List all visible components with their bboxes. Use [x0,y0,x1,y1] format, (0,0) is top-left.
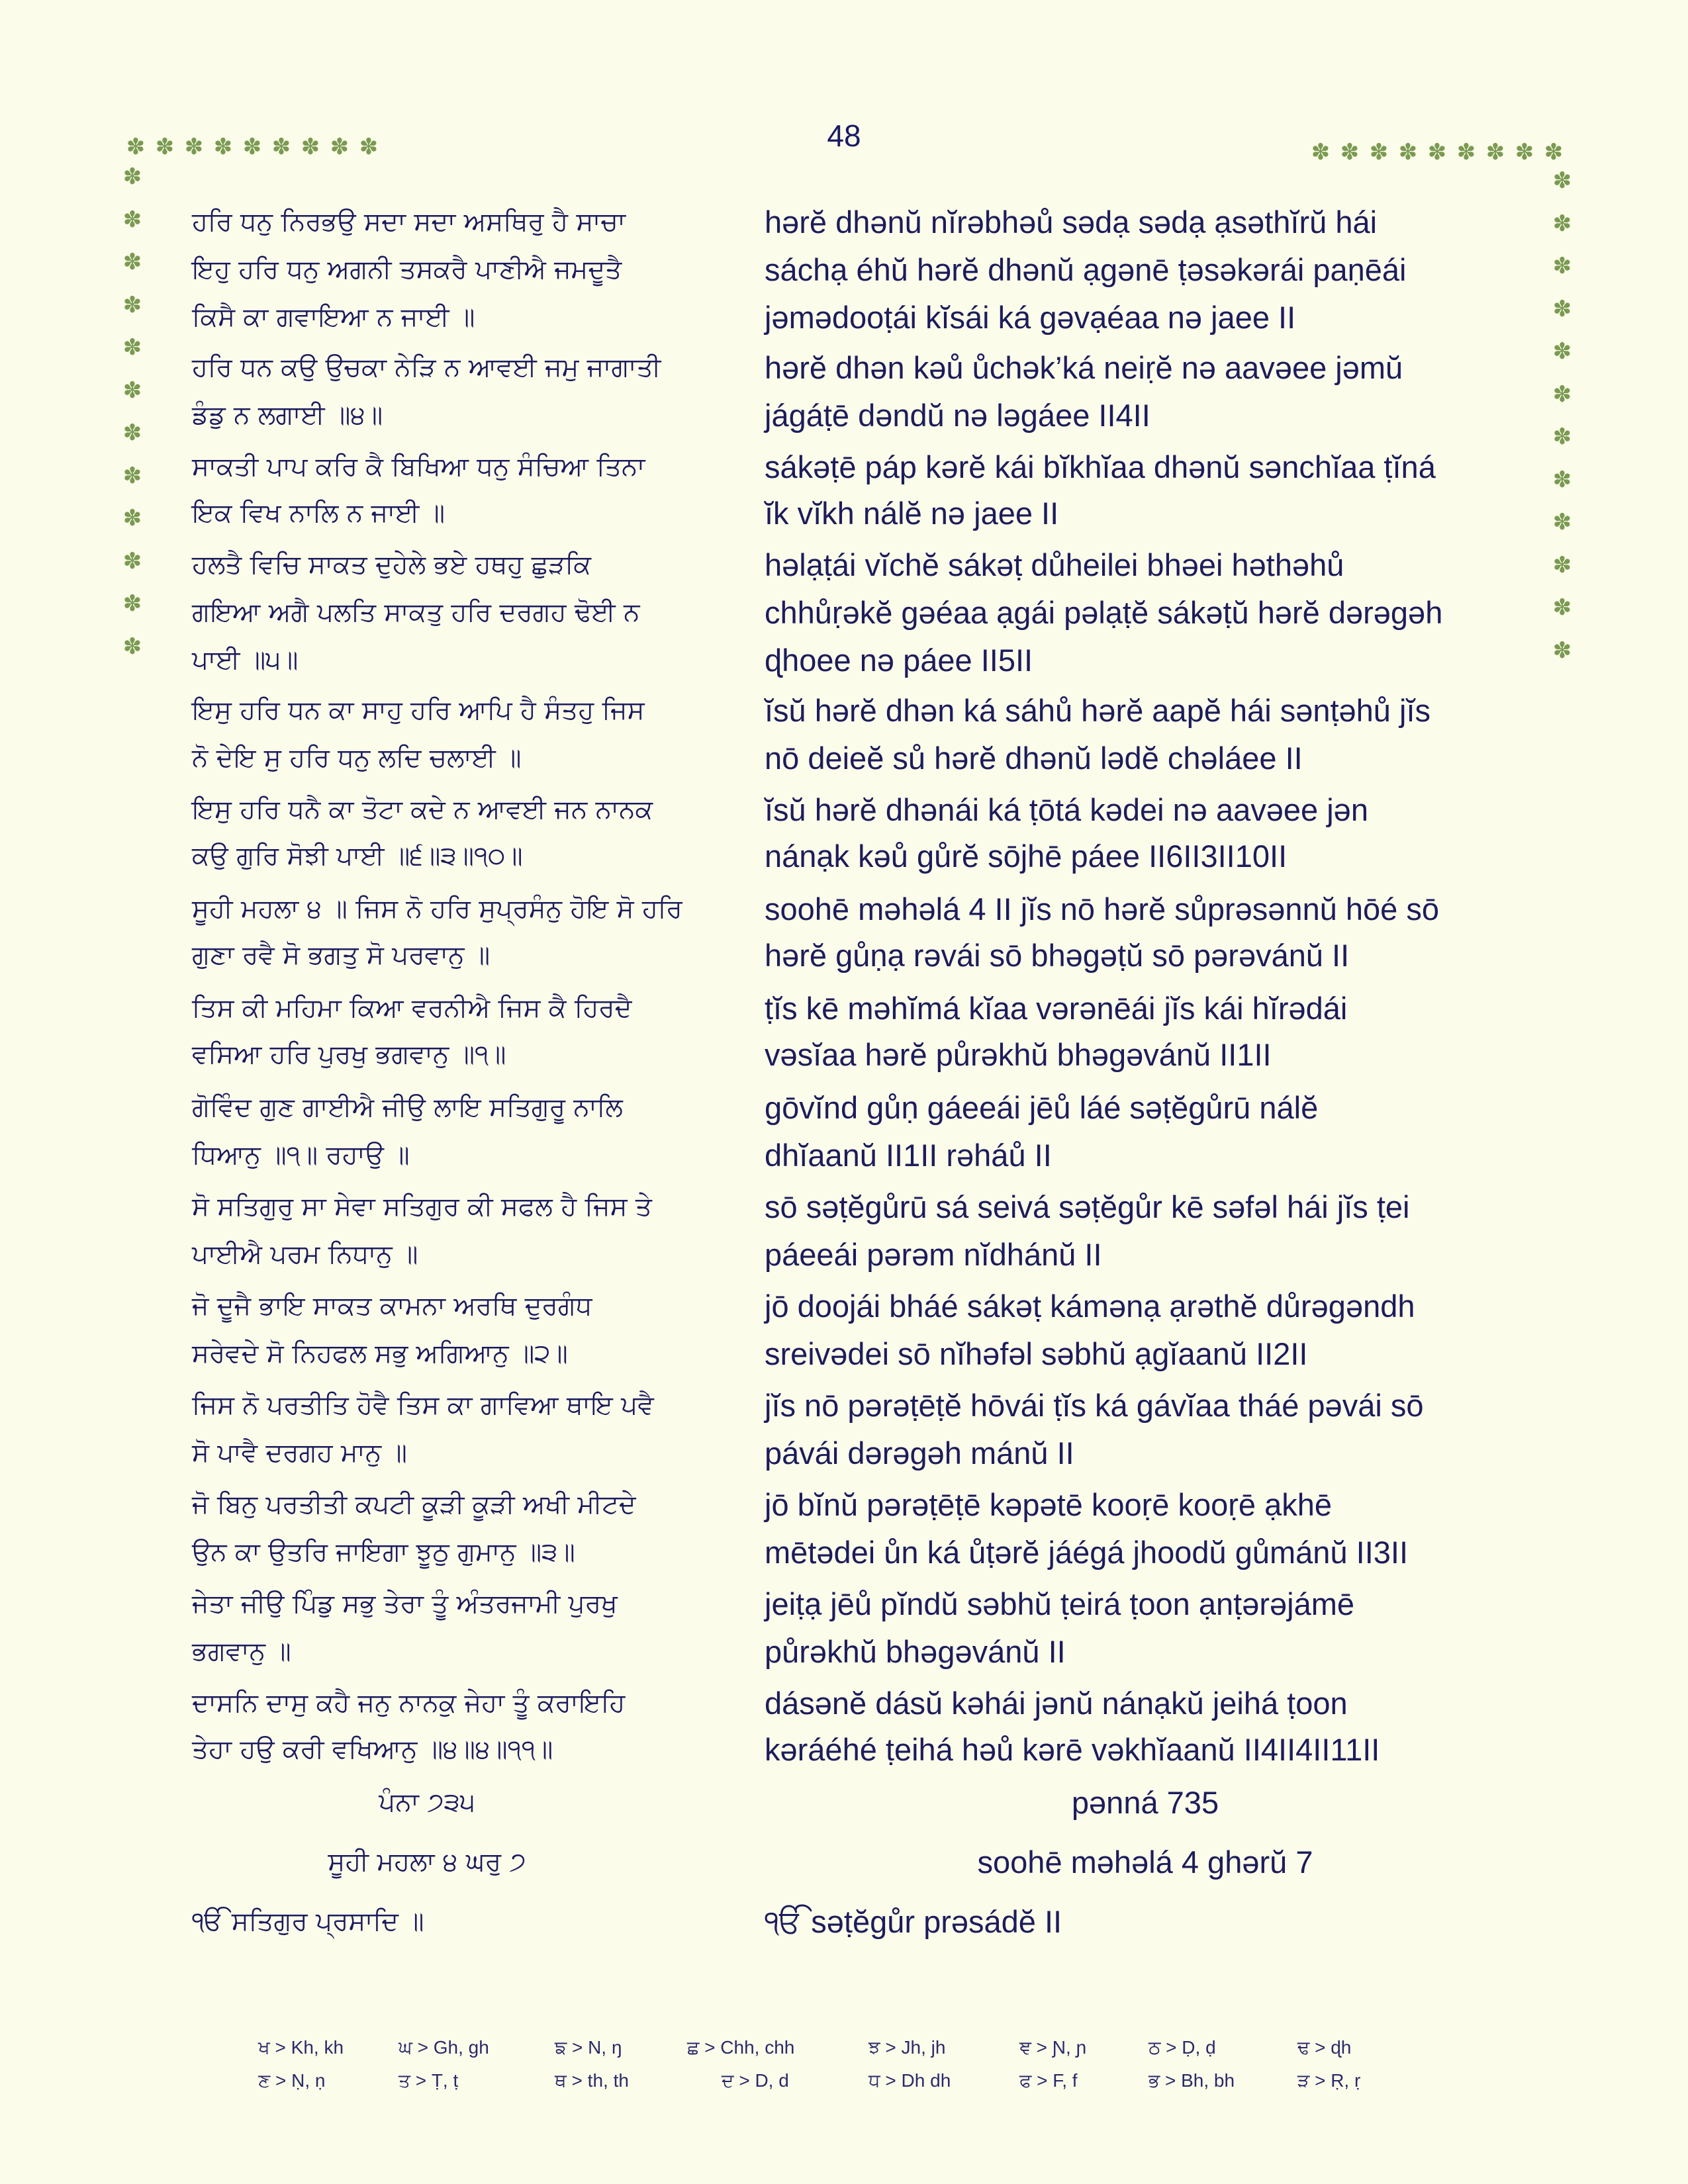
verse-line [0,1381,1688,1431]
gurmukhi-line: ਸੂਹੀ ਮਹਲਾ ੪ ॥ ਜਿਸ ਨੋ ਹਰਿ ਸੁਪ੍ਰਸੰਨੁ ਹੋਇ ਸੋ ਹਰਿ [192,894,682,924]
gurmukhi-line: ਇਸੁ ਹਰਿ ਧਨੈ ਕਾ ਤੋਟਾ ਕਦੇ ਨ ਆਵਈ ਜਨ ਨਾਨਕ [192,795,653,825]
flower-icon: ✽ [122,163,142,190]
transliteration-line: hərĕ gůṇạ rəvái sō bhəgəṭŭ sō pərəvánŭ II [765,938,1350,973]
gurmukhi-line: ਸਰੇਵਦੇ ਸੋ ਨਿਹਫਲ ਸਭੁ ਅਗਿਆਨੁ ॥੨॥ [192,1339,568,1369]
transliteration-line: sreivədei sō nĭhəfəl səbhŭ ạgĭaanŭ II2II [765,1336,1308,1371]
legend-item: ਠ > Ḍ, ḍ [1149,2037,1216,2058]
gurmukhi-line: ਹਰਿ ਧਨ ਕਉ ਉਚਕਾ ਨੇੜਿ ਨ ਆਵਈ ਜਮੁ ਜਾਗਾਤੀ [192,353,661,383]
verse-line [0,635,1688,686]
flower-icon: ✽ [184,134,204,160]
verse-line [0,540,1688,590]
verse-line [0,442,1688,492]
transliteration-line: půrəkhŭ bhəgəvánŭ II [765,1634,1066,1669]
gurmukhi-line: ਡੰਡੁ ਨ ਲਗਾਈ ॥੪॥ [192,400,383,430]
gurmukhi-line: ਜੇਤਾ ਜੀਉ ਪਿੰਡੁ ਸਭੁ ਤੇਰਾ ਤੂੰ ਅੰਤਰਜਾਮੀ ਪੁਰਖੁ [192,1589,618,1619]
page-number: 48 [827,118,861,153]
gurmukhi-line: ਸਾਕਤੀ ਪਾਪ ਕਰਿ ਕੈ ਬਿਖਿਆ ਧਨੁ ਸੰਚਿਆ ਤਿਨਾ [192,452,645,482]
gurmukhi-line: ਉਨ ਕਾ ਉਤਰਿ ਜਾਇਗਾ ਝੂਠੁ ਗੁਮਾਨੁ ॥੩॥ [192,1537,575,1567]
gurmukhi-line: ਕਉ ਗੁਰਿ ਸੋਝੀ ਪਾਈ ॥੬॥੩॥੧੦॥ [192,841,523,871]
flower-icon: ✽ [122,420,142,446]
legend-item: ਦ > D, d [722,2070,789,2091]
verse-line [0,390,1688,441]
legend-item: ਘ > Gh, gh [399,2037,489,2058]
flower-icon: ✽ [1552,551,1572,578]
legend-item: ਖ > Kh, kh [258,2037,344,2058]
transliteration-line: pávái dərəgəh mánŭ II [765,1435,1074,1471]
transliteration-line: vəsĭaa hərĕ půrəkhŭ bhəgəvánŭ II1II [765,1037,1272,1072]
transliteration-line: jágáṭē dəndŭ nə ləgáee II4II [765,398,1150,433]
gurmukhi-line: ਇਸੁ ਹਰਿ ਧਨ ਕਾ ਸਾਹੁ ਹਰਿ ਆਪਿ ਹੈ ਸੰਤਹੁ ਜਿਸ [192,696,645,725]
gurmukhi-line: ਸੋ ਪਾਵੈ ਦਰਗਹ ਮਾਨੁ ॥ [192,1438,407,1468]
transliteration-heading: soohē məhəlá 4 ghərŭ 7 [977,1844,1313,1880]
verse-line [0,1480,1688,1530]
verse-line [0,983,1688,1034]
gurmukhi-line: ਪਾਈ ॥੫॥ [192,645,299,675]
legend-item: ਝ > Jh, jh [868,2037,946,2058]
flower-icon: ✽ [1340,139,1360,165]
verse-line [0,931,1688,981]
flower-icon: ✽ [1552,637,1572,664]
legend-item: ਧ > Dh dh [868,2070,951,2091]
flower-icon: ✽ [1552,295,1572,322]
flower-icon: ✽ [122,206,142,233]
flower-icon: ✽ [122,462,142,489]
legend-item: ੜ > Ṛ, ṛ [1297,2070,1361,2091]
verse-line [0,831,1688,882]
gurmukhi-line: ਦਾਸਨਿ ਦਾਸੁ ਕਹੈ ਜਨੁ ਨਾਨਕੁ ਜੇਹਾ ਤੂੰ ਕਰਾਇਹਿ [192,1688,626,1718]
transliteration-line: nánạk kəů gůrĕ sōjhē páee II6II3II10II [765,839,1288,874]
transliteration-line: ɖhoee nə páee II5II [765,643,1033,678]
verse-line [0,588,1688,638]
transliteration-line: jeiṭạ jēů pĭndŭ səbhŭ ṭeirá ṭoon ạnṭərəjámē [765,1586,1355,1621]
flower-icon: ✽ [330,134,350,160]
transliteration-line: həlạṭái vĭchĕ sákəṭ důheilei bhəei həthəhů [765,547,1344,582]
verse-line [0,1428,1688,1479]
flower-icon: ✽ [1544,139,1564,165]
transliteration-line: ĭsŭ hərĕ dhənái ká ṭōtá kədei nə aavəee jən [765,792,1368,827]
transliteration-line: soohē məhəlá 4 II jĭs nō hərĕ sůprəsənnŭ hōé sō [765,891,1440,927]
flower-icon: ✽ [1552,381,1572,408]
legend-item: ਫ > F, f [1019,2070,1078,2091]
flower-icon: ✽ [1552,338,1572,365]
verse-line [0,488,1688,539]
transliteration-line: jō bĭnŭ pərəṭēṭē kəpətē kooṛē kooṛē ạkhē [765,1487,1333,1522]
verse-line [0,1579,1688,1629]
gurmukhi-line: ਵਸਿਆ ਹਰਿ ਪੁਰਖੁ ਭਗਵਾਨੁ ॥੧॥ [192,1040,506,1069]
gurmukhi-line: ਧਿਆਨੁ ॥੧॥ ਰਹਾਉ ॥ [192,1140,410,1170]
verse-line [0,1230,1688,1280]
flower-icon: ✽ [122,291,142,318]
legend-item: ਥ > th, th [555,2070,629,2091]
flower-icon: ✽ [1311,139,1331,165]
gurmukhi-line: ਤਿਸ ਕੀ ਮਹਿਮਾ ਕਿਆ ਵਰਨੀਐ ਜਿਸ ਕੈ ਹਿਰਦੈ [192,993,632,1023]
verse-line [0,884,1688,934]
gurmukhi-line: ਕਿਸੈ ਕਾ ਗਵਾਇਆ ਨ ਜਾਈ ॥ [192,302,475,332]
transliteration-line: jō doojái bháé sákəṭ kámənạ ạrəthĕ důrəgəndh [765,1289,1415,1324]
verse-line [0,733,1688,784]
flower-icon: ✽ [1398,139,1418,165]
flower-icon: ✽ [242,134,262,160]
legend-item: ਭ > Bh, bh [1149,2070,1235,2091]
gurmukhi-line: ਪਾਈਐ ਪਰਮ ਨਿਧਾਨੁ ॥ [192,1240,418,1269]
legend-item: ਛ > Chh, chh [687,2037,795,2058]
flower-icon: ✽ [122,249,142,275]
transliteration-line: páeeái pərəm nĭdhánŭ II [765,1237,1102,1272]
transliteration-line: sō səṭĕgůrū sá seivá səṭĕgůr kē səfəl hái jĭs ṭei [765,1189,1410,1224]
page-reference [0,1778,1688,1828]
legend-item: ਢ > ɖh [1297,2037,1352,2058]
flower-icon: ✽ [1552,466,1572,493]
transliteration-line: ĭk vĭkh nálĕ nə jaee II [765,496,1059,531]
flower-icon: ✽ [122,590,142,617]
verse-line [0,1627,1688,1677]
verse-line [0,1083,1688,1133]
gurmukhi-line: ਨੋ ਦੇਇ ਸੁ ਹਰਿ ਧਨੁ ਲਦਿ ਚਲਾਈ ॥ [192,743,522,773]
transliteration-line: ṭĭs kē məhĭmá kĭaa vərənēái jĭs kái hĭrədái [765,991,1348,1026]
transliteration-line: sákəṭē páp kərĕ kái bĭkhĭaa dhənŭ sənchĭaa ṭĭná [765,449,1436,484]
transliteration-line: chhůṛəkĕ gəéaa ạgái pəlạṭĕ sákəṭŭ hərĕ dərəgəh [765,595,1443,630]
flower-icon: ✽ [1552,594,1572,621]
flower-icon: ✽ [122,334,142,361]
legend-item: ਤ > Ṭ, ṭ [399,2070,459,2091]
gurmukhi-line: ਤੇਹਾ ਹਉ ਕਰੀ ਵਖਿਆਨੁ ॥੪॥੪॥੧੧॥ [192,1735,553,1764]
verse-line [0,1725,1688,1775]
flower-icon: ✽ [1427,139,1447,165]
gurmukhi-line: ਜੋ ਬਿਨੁ ਪਰਤੀਤੀ ਕਪਟੀ ਕੂੜੀ ਕੂੜੀ ਅਖੀ ਮੀਟਦੇ [192,1490,636,1520]
gurmukhi-heading: ਸੂਹੀ ਮਹਲਾ ੪ ਘਰੁ ੭ [328,1847,526,1877]
flower-icon: ✽ [155,134,175,160]
flower-icon: ✽ [1485,139,1505,165]
flower-icon: ✽ [1369,139,1389,165]
verse-line [0,1527,1688,1578]
flower-icon: ✽ [1552,253,1572,279]
flower-icon: ✽ [122,547,142,574]
verse-line [0,1281,1688,1332]
transliteration-line: dásənĕ dásŭ kəhái jənŭ nánạkŭ jeihá ṭoon [765,1686,1348,1721]
flower-icon: ✽ [1552,210,1572,237]
gurmukhi-line: ਇਕ ਵਿਖ ਨਾਲਿ ਨ ਜਾਈ ॥ [192,498,445,528]
legend-item: ਙ > N, ŋ [555,2037,622,2058]
verse-line [0,785,1688,835]
verse-line [0,293,1688,343]
flower-icon: ✽ [213,134,233,160]
transliteration-line: sáchạ éhŭ hərĕ dhənŭ ạgənē ṭəsəkərái paṇēái [765,252,1407,287]
gurmukhi-line: ਗੋਵਿੰਦ ਗੁਣ ਗਾਈਐ ਜੀਉ ਲਾਇ ਸਤਿਗੁਰੂ ਨਾਲਿ [192,1093,623,1122]
transliteration-line: ĭsŭ hərĕ dhən ká sáhů hərĕ aapĕ hái sənṭəhů jĭs [765,693,1431,728]
verse-line [0,1130,1688,1181]
verse-line [0,1329,1688,1379]
flower-icon: ✽ [359,134,379,160]
verse-line [0,1678,1688,1729]
flower-icon: ✽ [122,505,142,531]
flower-icon: ✽ [1552,167,1572,194]
flower-icon: ✽ [1552,509,1572,535]
transliteration-line: kəráéhé ṭeihá həů kərē vəkhĭaanŭ II4II4II11II [765,1732,1380,1767]
gurmukhi-line: ਜਿਸ ਨੋ ਪਰਤੀਤਿ ਹੋਵੈ ਤਿਸ ਕਾ ਗਾਵਿਆ ਥਾਇ ਪਵੈ [192,1390,654,1420]
transliteration-line: hərĕ dhən kəů ůchək’ká neiṛĕ nə aavəee jəmŭ [765,350,1403,385]
gurmukhi-invocation: ੴ ਸਤਿਗੁਰ ਪ੍ਰਸਾਦਿ ॥ [192,1907,424,1936]
invocation [0,1897,1688,1947]
flower-icon: ✽ [1552,424,1572,450]
gurmukhi-line: ਸੋ ਸਤਿਗੁਰੁ ਸਾ ਸੇਵਾ ਸਤਿਗੁਰ ਕੀ ਸਫਲ ਹੈ ਜਿਸ ਤੇ [192,1192,652,1222]
verse-line [0,1182,1688,1232]
transliteration-line: mētədei ůn ká ůṭərĕ jáégá jhoodŭ gůmánŭ II3II [765,1535,1409,1570]
legend-item: ਣ > Ṇ, ṇ [258,2070,326,2091]
flower-icon: ✽ [122,633,142,660]
transliteration-page-reference: pənná 735 [1071,1785,1219,1820]
verse-line [0,343,1688,393]
verse-line [0,1030,1688,1080]
transliteration-line: jəmədooṭái kĭsái ká gəvạéaa nə jaee II [765,300,1296,335]
gurmukhi-line: ਇਹੁ ਹਰਿ ਧਨੁ ਅਗਨੀ ਤਸਕਰੈ ਪਾਣੀਐ ਜਮਦੂਤੈ [192,255,622,285]
flower-icon: ✽ [271,134,291,160]
transliteration-line: dhĭaanŭ II1II rəháů II [765,1138,1052,1173]
verse-line [0,686,1688,736]
flower-icon: ✽ [1456,139,1476,165]
transliteration-line: hərĕ dhənŭ nĭrəbhəů sədạ sədạ ạsəthĭrŭ hái [765,205,1378,240]
flower-icon: ✽ [122,377,142,404]
transliteration-line: gōvĭnd gůṇ gáeeái jēů láé səṭĕgůrū nálĕ [765,1090,1319,1125]
flower-icon: ✽ [301,134,320,160]
transliteration-line: nō deieĕ sů hərĕ dhənŭ lədĕ chəláee II [765,741,1303,776]
section-heading [0,1837,1688,1888]
flower-icon: ✽ [126,134,146,160]
legend-item: ਞ > Ɲ, ɲ [1019,2037,1087,2058]
gurmukhi-page-reference: ਪੰਨਾ ੭੩੫ [379,1788,475,1817]
transliteration-line: jĭs nō pərəṭēṭĕ hōvái ṭĭs ká gávĭaa tháé pəvái sō [765,1388,1424,1423]
transliteration-invocation: ੴ səṭĕgůr prəsádĕ II [765,1904,1062,1939]
verse-line [0,197,1688,248]
gurmukhi-line: ਜੋ ਦੂਜੈ ਭਾਇ ਸਾਕਤ ਕਾਮਨਾ ਅਰਥਿ ਦੁਰਗੰਧ [192,1291,592,1321]
gurmukhi-line: ਹਰਿ ਧਨੁ ਨਿਰਭਉ ਸਦਾ ਸਦਾ ਅਸਥਿਰੁ ਹੈ ਸਾਚਾ [192,207,626,237]
flower-icon: ✽ [1515,139,1534,165]
gurmukhi-line: ਗਇਆ ਅਗੈ ਪਲਤਿ ਸਾਕਤੁ ਹਰਿ ਦਰਗਹ ਢੋਈ ਨ [192,598,640,627]
verse-line [0,245,1688,295]
gurmukhi-line: ਹਲਤੈ ਵਿਚਿ ਸਾਕਤ ਦੁਹੇਲੇ ਭਏ ਹਥਹੁ ਛੁੜਕਿ [192,550,591,580]
gurmukhi-line: ਭਗਵਾਨੁ ॥ [192,1637,291,1666]
gurmukhi-line: ਗੁਣਾ ਰਵੈ ਸੋ ਭਗਤੁ ਸੋ ਪਰਵਾਨੁ ॥ [192,940,491,970]
